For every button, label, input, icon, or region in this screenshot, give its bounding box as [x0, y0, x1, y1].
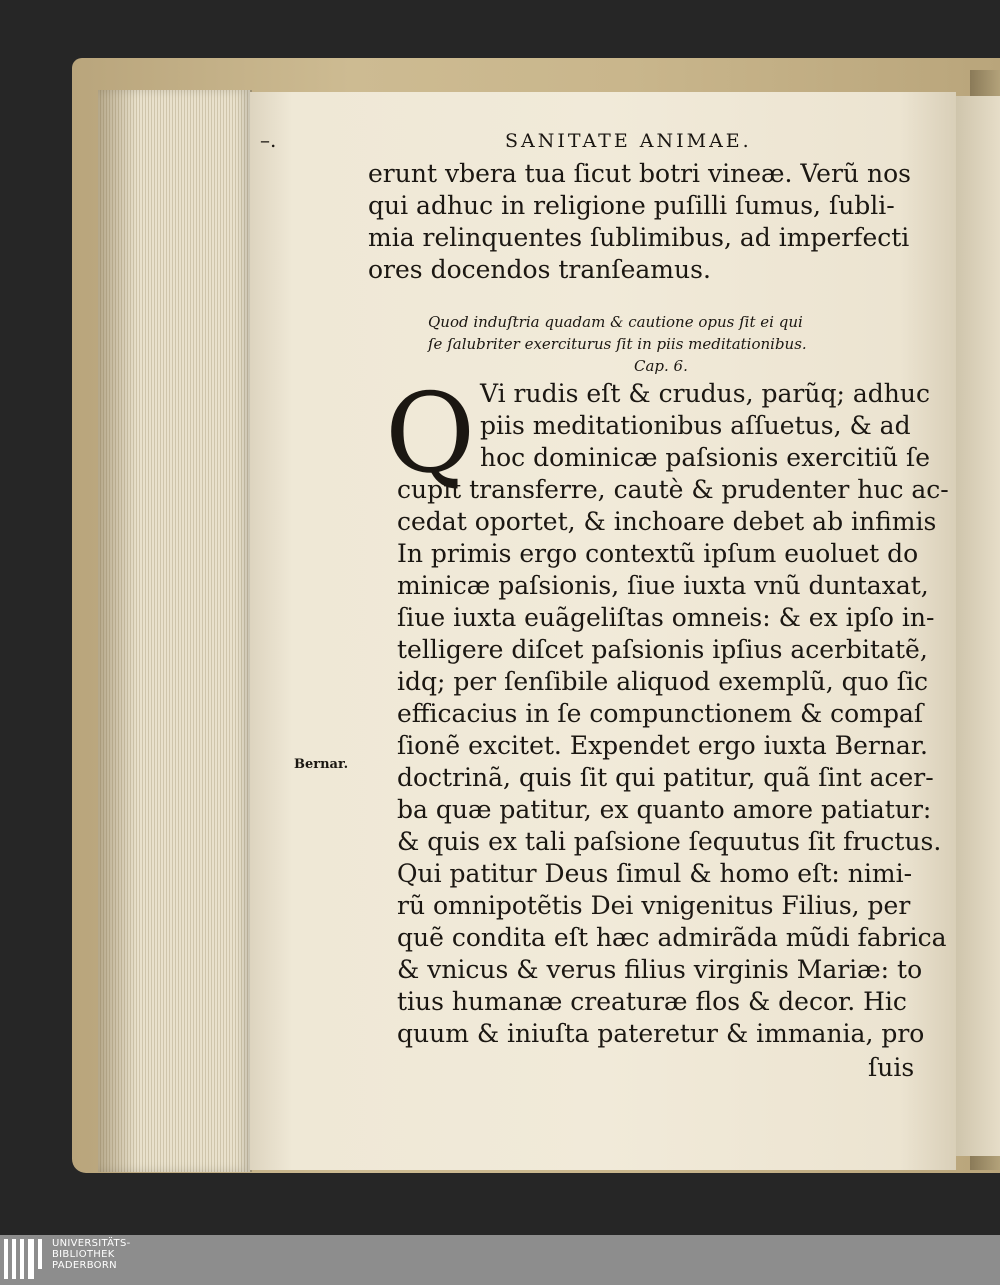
- intro-line: erunt vbera tua ſicut botri vineæ. Verũ nos: [368, 159, 911, 188]
- body-line: doctrinã, quis ſit qui patitur, quã ſint acer-: [397, 763, 934, 792]
- chapter-number: Cap. 6.: [634, 357, 688, 375]
- catchword: ſuis: [868, 1053, 915, 1082]
- library-footer: [0, 1235, 1000, 1285]
- body-line: tius humanæ creaturæ flos & decor. Hic: [397, 987, 907, 1016]
- body-line: cupit transferre, cautè & prudenter huc ac-: [397, 475, 949, 504]
- running-head: SANITATE ANIMAE.: [505, 130, 752, 152]
- intro-line: qui adhuc in religione puſilli ſumus, ſubli-: [368, 191, 895, 220]
- body-line: telligere diſcet paſsionis ipſius acerbitatẽ,: [397, 635, 928, 664]
- body-line: piis meditationibus aſſuetus, & ad: [480, 411, 911, 440]
- body-line: ſiue iuxta euãgeliſtas omneis: & ex ipſo in-: [397, 603, 935, 632]
- body-line: cedat oportet, & inchoare debet ab infimis: [397, 507, 937, 536]
- body-line: minicæ paſsionis, ſiue iuxta vnũ duntaxat,: [397, 571, 929, 600]
- chapter-heading-line: Quod induſtria quadam & cautione opus ſit ei qui: [428, 313, 803, 331]
- body-line: Vi rudis eſt & crudus, parũq; adhuc: [480, 379, 930, 408]
- body-line: & vnicus & verus filius virginis Mariæ: to: [397, 955, 923, 984]
- body-line: hoc dominicæ paſsionis exercitiũ ſe: [480, 443, 931, 472]
- intro-line: ores docendos tranſeamus.: [368, 255, 711, 284]
- page-edges-shadow: [98, 90, 138, 1172]
- body-line: In primis ergo contextũ ipſum euoluet do: [397, 539, 919, 568]
- body-line: efficacius in ſe compunctionem & compaſ: [397, 699, 924, 728]
- logo-line: BIBLIOTHEK: [52, 1249, 115, 1260]
- body-line: quum & iniuſta pateretur & immania, pro: [397, 1019, 925, 1048]
- logo-line: UNIVERSITÄTS-: [52, 1238, 131, 1249]
- body-line: & quis ex tali paſsione ſequutus ſit fructus.: [397, 827, 942, 856]
- facing-page-edge: [956, 96, 1000, 1156]
- body-line: ba quæ patitur, ex quanto amore patiatur:: [397, 795, 932, 824]
- library-logo-icon: [4, 1239, 48, 1279]
- logo-line: PADERBORN: [52, 1260, 117, 1271]
- body-line: ſionẽ excitet. Expendet ergo iuxta Bernar.: [397, 731, 928, 760]
- body-line: quẽ condita eſt hæc admirãda mũdi fabrica: [397, 923, 947, 952]
- library-logo-text: [52, 1238, 131, 1271]
- chapter-heading-line: ſe ſalubriter exerciturus ſit in piis meditationibus.: [428, 335, 807, 353]
- drop-cap: Q: [385, 369, 476, 497]
- margin-note: Bernar.: [294, 757, 349, 772]
- body-line: Qui patitur Deus ſimul & homo eſt: nimi-: [397, 859, 913, 888]
- intro-line: mia relinquentes ſublimibus, ad imperfecti: [368, 223, 910, 252]
- body-line: rũ omnipotẽtis Dei vnigenitus Filius, per: [397, 891, 911, 920]
- body-line: idq; per ſenſibile aliquod exemplũ, quo ſic: [397, 667, 928, 696]
- head-mark: –.: [260, 128, 277, 152]
